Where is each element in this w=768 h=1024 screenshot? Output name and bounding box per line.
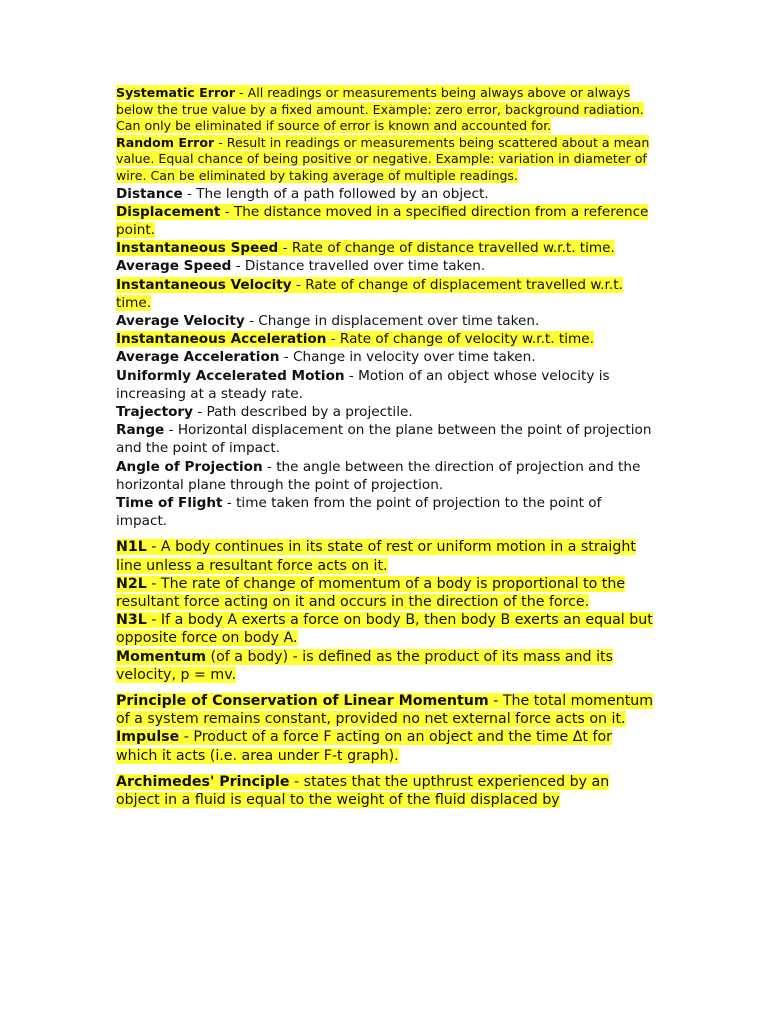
definition-text: - All readings or measurements being always above or always below the true value by a fixed amount. Example: zero error, background radiation. Can only be eliminated if source of error is known and accounted for. bbox=[116, 85, 644, 134]
definition-n1l bbox=[116, 538, 656, 574]
section-gap bbox=[116, 765, 656, 773]
definition-text: - Result in readings or measurements being scattered about a mean value. Equal chance of being positive or negative. Example: variation in diameter of wire. Can be eliminated by taking average of multiple readings. bbox=[116, 134, 650, 183]
definition-text: - A body continues in its state of rest or uniform motion in a straight line unless a resultant force acts on it. bbox=[116, 539, 636, 574]
term: Instantaneous Acceleration bbox=[116, 331, 327, 348]
term: Instantaneous Speed bbox=[116, 240, 279, 257]
term: Instantaneous Velocity bbox=[116, 276, 292, 293]
term: Time of Flight bbox=[116, 495, 223, 512]
definition-n2l bbox=[116, 575, 656, 611]
term: N3L bbox=[116, 612, 147, 629]
definition-archimedes-principle bbox=[116, 773, 656, 809]
definition-displacement bbox=[116, 203, 656, 239]
definition-trajectory bbox=[116, 403, 656, 421]
definition-text: - Product of a force F acting on an object and the time Δt for which it acts (i.e. area under F-t graph). bbox=[116, 729, 613, 764]
definition-text: - is defined as the product of its mass and its velocity, p = mv. bbox=[116, 648, 613, 683]
term: Average Speed bbox=[116, 258, 232, 275]
definition-instantaneous-speed bbox=[116, 239, 656, 257]
term: Momentum bbox=[116, 648, 207, 665]
definition-momentum bbox=[116, 648, 656, 684]
definition-text: - time taken from the point of projection to the point of impact. bbox=[116, 495, 602, 530]
term: Systematic Error bbox=[116, 85, 236, 100]
definition-instantaneous-velocity bbox=[116, 276, 656, 312]
term: Angle of Projection bbox=[116, 458, 263, 475]
term: Displacement bbox=[116, 203, 221, 220]
term: N2L bbox=[116, 575, 147, 592]
definition-instantaneous-acceleration bbox=[116, 330, 656, 348]
definition-text: - Motion of an object whose velocity is increasing at a steady rate. bbox=[116, 367, 610, 402]
definition-text: - If a body A exerts a force on body B, then body B exerts an equal but opposite force on body A. bbox=[116, 612, 653, 647]
section-gap bbox=[116, 684, 656, 692]
term: Average Velocity bbox=[116, 312, 245, 329]
definition-text: - states that the upthrust experienced by an object in a fluid is equal to the weight of the fluid displaced by bbox=[116, 773, 610, 809]
term: Uniformly Accelerated Motion bbox=[116, 367, 345, 384]
term: Random Error bbox=[116, 134, 215, 150]
definition-text: - The distance moved in a specified direction from a reference point. bbox=[116, 203, 649, 238]
definition-random-error bbox=[116, 135, 656, 185]
definition-text: - Distance travelled over time taken. bbox=[231, 258, 486, 275]
definition-text: - Change in displacement over time taken. bbox=[244, 312, 540, 329]
definition-text: - The length of a path followed by an object. bbox=[182, 185, 489, 202]
term: Range bbox=[116, 422, 165, 439]
definition-range bbox=[116, 421, 656, 457]
definition-conservation-of-momentum bbox=[116, 692, 656, 728]
definition-text: - The total momentum of a system remains constant, provided no net external force acts on it. bbox=[116, 693, 654, 728]
definition-average-velocity bbox=[116, 312, 656, 330]
term: Trajectory bbox=[116, 404, 193, 420]
definition-systematic-error bbox=[116, 85, 656, 135]
definition-average-acceleration bbox=[116, 348, 656, 366]
definition-text: - Rate of change of distance travelled w.r.t. time. bbox=[278, 240, 615, 257]
definition-distance bbox=[116, 185, 656, 203]
definition-text: - the angle between the direction of projection and the horizontal plane through the point of projection. bbox=[116, 458, 641, 493]
document-page bbox=[116, 85, 656, 809]
definition-text: - Rate of change of displacement travelled w.r.t. time. bbox=[116, 276, 623, 311]
definition-text: - Change in velocity over time taken. bbox=[279, 349, 536, 366]
definition-text: - The rate of change of momentum of a body is proportional to the resultant force acting on it and occurs in the direction of the force. bbox=[116, 575, 626, 611]
definition-time-of-flight bbox=[116, 494, 656, 530]
definition-uniformly-accelerated-motion bbox=[116, 367, 656, 403]
term: Principle of Conservation of Linear Momentum bbox=[116, 693, 489, 710]
section-gap bbox=[116, 530, 656, 538]
term: Average Acceleration bbox=[116, 349, 280, 366]
term: Archimedes' Principle bbox=[116, 773, 290, 790]
definition-n3l bbox=[116, 611, 656, 647]
term: Impulse bbox=[116, 729, 180, 746]
term: N1L bbox=[116, 539, 147, 556]
definition-angle-of-projection bbox=[116, 458, 656, 494]
definition-average-speed bbox=[116, 257, 656, 275]
definition-text: - Horizontal displacement on the plane between the point of projection and the point of impact. bbox=[116, 422, 652, 457]
term-qualifier: (of a body) bbox=[206, 648, 289, 665]
definition-text: - Rate of change of velocity w.r.t. time. bbox=[326, 331, 594, 348]
definition-text: - Path described by a projectile. bbox=[193, 404, 413, 420]
definition-impulse bbox=[116, 728, 656, 764]
term: Distance bbox=[116, 185, 183, 202]
